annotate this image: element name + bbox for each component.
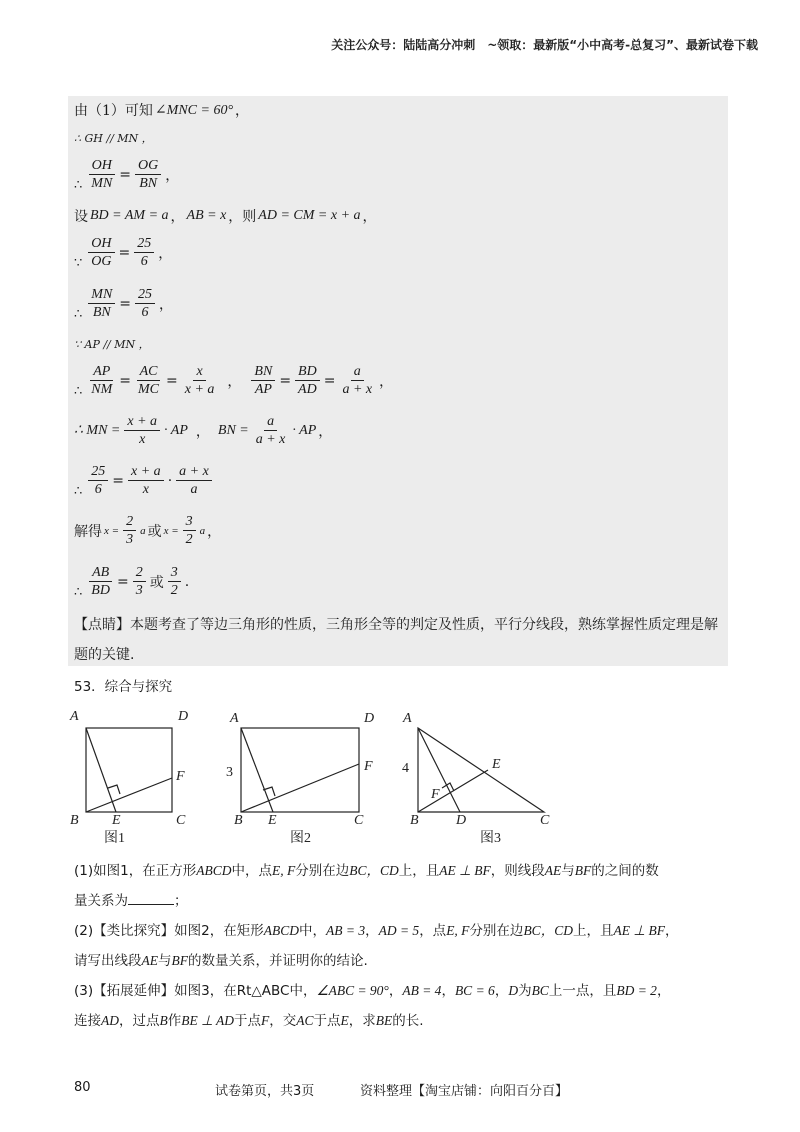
denominator: a + x <box>255 432 286 447</box>
solution-line-9 <box>74 414 332 447</box>
fraction <box>88 158 115 191</box>
text: 为 <box>518 983 532 999</box>
page-number: 80 <box>74 1080 91 1095</box>
text: = <box>119 372 132 389</box>
figure-2 <box>241 728 359 812</box>
solution-comment: 【点睛】本题考查了等边三角形的性质，三角形全等的判定及性质，平行分线段，熟练掌握性质定理是解题的关键. <box>74 617 718 663</box>
math: Rt△ABC <box>236 983 290 999</box>
text: = <box>119 166 132 183</box>
denominator: x + a <box>184 382 215 397</box>
numerator: 25 <box>88 464 108 481</box>
text: ，点 <box>419 923 447 939</box>
math: AE ⊥ BF <box>613 923 665 938</box>
text: ，过点 <box>119 1013 160 1029</box>
math: ∠MNC = 60° <box>154 102 234 118</box>
denominator: MN <box>91 176 113 191</box>
denominator: 2 <box>170 583 178 598</box>
text: 或 <box>147 523 162 540</box>
text: 中， <box>298 923 326 939</box>
fraction <box>176 464 212 497</box>
text: (2)【类比探究】如图2，在矩形 <box>74 923 264 939</box>
text: ， <box>362 209 377 225</box>
fraction <box>88 287 115 320</box>
fraction <box>128 464 164 497</box>
text: 与 <box>561 863 575 879</box>
math: x = <box>163 524 179 537</box>
solution-line-6 <box>74 285 173 322</box>
text: = <box>118 244 131 261</box>
label-c: C <box>176 813 186 828</box>
footer-info: 试卷第页，共3页 <box>215 1084 315 1099</box>
text: ， <box>656 983 671 999</box>
text: 分别在边 <box>295 863 350 879</box>
math: AB = x <box>186 208 227 223</box>
because-symbol: ∵ <box>74 256 83 271</box>
fraction <box>251 364 275 397</box>
math: AD = 5 <box>378 923 420 938</box>
fraction <box>88 364 115 397</box>
math: BC = 6 <box>454 983 495 998</box>
numerator: OH <box>89 158 115 175</box>
fraction <box>253 414 289 447</box>
text: ， <box>664 923 679 939</box>
numerator: BD <box>295 364 320 381</box>
label-b: B <box>410 813 419 828</box>
text: 请写出线段 <box>74 953 142 969</box>
caption-fig3: 图3 <box>480 831 501 846</box>
text: 分别在边 <box>469 923 524 939</box>
text: = <box>323 372 336 389</box>
denominator: 6 <box>141 305 149 320</box>
math: AC <box>296 1013 314 1028</box>
label-e: E <box>112 813 121 828</box>
text: 的之间的数 <box>591 863 659 879</box>
figures <box>0 700 800 850</box>
text: 解得 <box>74 523 102 540</box>
side-length-ab: 4 <box>402 761 409 776</box>
text: 的数量关系，并证明你的结论. <box>188 953 368 969</box>
denominator: 6 <box>140 254 148 269</box>
label-f: F <box>364 759 373 774</box>
therefore-symbol: ∴ <box>74 384 83 399</box>
label-a: A <box>230 711 239 726</box>
solution-line-10 <box>74 462 214 499</box>
caption-fig1: 图1 <box>104 831 125 846</box>
numerator: AP <box>90 364 113 381</box>
text: ， <box>227 373 242 390</box>
denominator: BD <box>91 583 110 598</box>
math: ABCD <box>196 863 232 878</box>
text: (3)【拓展延伸】如图3，在 <box>74 983 237 999</box>
text: = <box>116 573 129 590</box>
math: BC，CD <box>523 923 573 938</box>
denominator: a <box>190 482 198 497</box>
fraction <box>133 565 146 598</box>
text: 中，点 <box>231 863 272 879</box>
math: B <box>159 1013 168 1028</box>
numerator: a <box>351 364 364 381</box>
caption-fig2: 图2 <box>290 831 311 846</box>
label-b: B <box>234 813 243 828</box>
therefore-symbol: ∴ <box>74 307 83 322</box>
math: E, F <box>271 863 296 878</box>
numerator: OG <box>135 158 161 175</box>
fraction <box>339 364 375 397</box>
denominator: OG <box>91 254 112 269</box>
numerator: x <box>193 364 205 381</box>
math: ABCD <box>263 923 299 938</box>
text: ， <box>165 167 180 184</box>
numerator: OH <box>88 236 114 253</box>
numerator: BN <box>251 364 275 381</box>
rectangle-abcd <box>241 728 359 812</box>
text: (1)如图1，在正方形 <box>74 863 197 879</box>
math: E <box>340 1013 349 1028</box>
numerator: x + a <box>124 414 160 431</box>
math: BF <box>574 863 592 878</box>
right-angle-mark <box>108 785 120 794</box>
math: ∴ MN = <box>74 423 121 438</box>
denominator: 3 <box>126 532 134 547</box>
solution-line-12 <box>74 563 189 600</box>
math: · AP <box>164 422 188 438</box>
text: ， <box>158 245 173 262</box>
side-length-ab: 3 <box>226 765 233 780</box>
fraction <box>123 514 136 547</box>
text: ， <box>379 373 394 390</box>
text: 连接 <box>74 1013 101 1029</box>
therefore-symbol: ∴ <box>74 484 83 499</box>
text: 作 <box>167 1013 182 1029</box>
math: D <box>508 983 519 998</box>
text: · <box>167 472 173 489</box>
fraction <box>182 364 218 397</box>
solution-line-2 <box>74 130 153 146</box>
segment-be <box>418 770 488 812</box>
segment-bf <box>86 778 172 812</box>
fraction <box>135 287 155 320</box>
figure-1-labels <box>69 709 188 828</box>
numerator: 2 <box>133 565 146 582</box>
math: BD = 2 <box>616 983 657 998</box>
math: BC，CD <box>349 863 399 878</box>
label-f: F <box>431 787 440 802</box>
label-c: C <box>354 813 364 828</box>
denominator: x <box>142 482 149 497</box>
fraction <box>183 514 196 547</box>
text: ， <box>170 209 185 225</box>
text: ，则 <box>228 209 257 225</box>
label-c: C <box>540 813 550 828</box>
math: AE <box>141 953 158 968</box>
page-header: 关注公众号：陆陆高分冲刺 ~领取：最新版“小中高考-总复习”、最新试卷下载 <box>331 38 758 52</box>
text: = <box>279 372 292 389</box>
fraction <box>88 565 113 598</box>
solution-line-5 <box>74 234 172 271</box>
fraction <box>135 158 161 191</box>
math: BF <box>171 953 188 968</box>
text: ， <box>441 983 455 999</box>
text: ， <box>195 423 210 440</box>
footer-source: 资料整理【淘宝店铺：向阳百分百】 <box>360 1084 569 1099</box>
denominator: MC <box>138 382 160 397</box>
text: ，交 <box>269 1013 297 1029</box>
math: BN = <box>217 422 249 438</box>
math: E, F <box>446 923 470 938</box>
question-2 <box>74 916 734 976</box>
text: 上，且 <box>398 863 440 879</box>
text: 量关系为 <box>74 893 128 909</box>
math: ∵ AP // MN ， <box>74 338 150 351</box>
figure-3-labels <box>402 711 550 828</box>
math: BE ⊥ AD <box>181 1013 235 1028</box>
denominator: 2 <box>185 532 193 547</box>
label-d: D <box>456 813 467 828</box>
math: ∴ GH // MN ， <box>74 132 153 145</box>
text: 于点 <box>234 1013 262 1029</box>
solution-line-4 <box>74 206 377 226</box>
numerator: 2 <box>123 514 136 531</box>
math: AD = CM = x + a <box>258 208 361 223</box>
text: 中， <box>289 983 317 999</box>
label-e: E <box>268 813 277 828</box>
label-a: A <box>403 711 412 726</box>
label-d: D <box>178 709 189 724</box>
math: AD <box>101 1013 119 1028</box>
denominator: BN <box>139 176 158 191</box>
math: a <box>199 524 206 537</box>
denominator: a + x <box>342 382 373 397</box>
denominator: AD <box>298 382 317 397</box>
numerator: a <box>264 414 277 431</box>
problem-title: 53．综合与探究 <box>74 679 173 695</box>
denominator: NM <box>91 382 113 397</box>
square-abcd <box>86 728 172 812</box>
math: BE <box>375 1013 393 1028</box>
numerator: 3 <box>183 514 196 531</box>
numerator: MN <box>88 287 115 304</box>
therefore-symbol: ∴ <box>74 178 83 193</box>
question-3 <box>74 976 734 1036</box>
math: ∠ABC = 90° <box>316 983 389 998</box>
question-1 <box>74 856 734 916</box>
denominator: BN <box>92 305 111 320</box>
math: AB = 4 <box>402 983 442 998</box>
text: 由（1）可知 <box>74 103 153 119</box>
text: ； <box>174 893 188 909</box>
text: ， <box>318 423 333 440</box>
text: 的长. <box>392 1013 424 1029</box>
text: = <box>166 372 178 389</box>
segment-ae <box>86 728 116 812</box>
solution-line-7 <box>74 336 150 352</box>
numerator: 25 <box>135 287 155 304</box>
fraction <box>88 464 108 497</box>
math: a <box>140 524 146 537</box>
text: = <box>119 295 132 312</box>
math: F <box>261 1013 270 1028</box>
numerator: a + x <box>176 464 212 481</box>
figure-1 <box>86 728 172 812</box>
text: 设 <box>74 209 88 225</box>
denominator: 3 <box>135 583 143 598</box>
fraction <box>134 236 154 269</box>
text: ， <box>388 983 403 999</box>
math: AB = 3 <box>325 923 366 938</box>
label-a: A <box>70 709 79 724</box>
segment-ae <box>241 728 273 812</box>
label-f: F <box>176 769 185 784</box>
text: ，则线段 <box>490 863 545 879</box>
answer-blank[interactable] <box>128 890 174 905</box>
numerator: AC <box>137 364 161 381</box>
text: ， <box>207 523 222 540</box>
math: AE ⊥ BF <box>439 863 491 878</box>
label-d: D <box>364 711 375 726</box>
math: BD = AM = a <box>90 208 169 223</box>
solution-line-8 <box>74 362 393 399</box>
denominator: 6 <box>94 482 102 497</box>
text: ， <box>494 983 509 999</box>
denominator: x <box>139 432 146 447</box>
text: 于点 <box>313 1013 341 1029</box>
fraction <box>168 565 181 598</box>
math: x = <box>104 524 120 537</box>
text: ， <box>159 296 174 313</box>
fraction <box>295 364 320 397</box>
text: 或 <box>149 574 164 591</box>
text: ， <box>365 923 379 939</box>
label-e: E <box>492 757 501 772</box>
numerator: AB <box>89 565 112 582</box>
solution-line-3 <box>74 156 179 193</box>
fraction <box>124 414 160 447</box>
numerator: 3 <box>168 565 181 582</box>
math: AE <box>544 863 562 878</box>
solution-line-1 <box>74 100 249 120</box>
numerator: x + a <box>128 464 164 481</box>
fraction <box>88 236 114 269</box>
text: = <box>112 472 125 489</box>
math: BC <box>531 983 549 998</box>
text: 上，且 <box>572 923 614 939</box>
segment-bf <box>241 764 359 812</box>
text: ，求 <box>348 1013 376 1029</box>
text: 与 <box>158 953 172 969</box>
therefore-symbol: ∴ <box>74 585 83 600</box>
solution-line-11 <box>74 514 221 547</box>
text: ， <box>235 103 250 119</box>
numerator: 25 <box>134 236 154 253</box>
fraction <box>135 364 162 397</box>
denominator: AP <box>254 382 272 397</box>
label-b: B <box>70 813 79 828</box>
text: 上一点，且 <box>548 983 617 999</box>
math: · AP <box>292 422 317 438</box>
text: . <box>184 573 190 590</box>
